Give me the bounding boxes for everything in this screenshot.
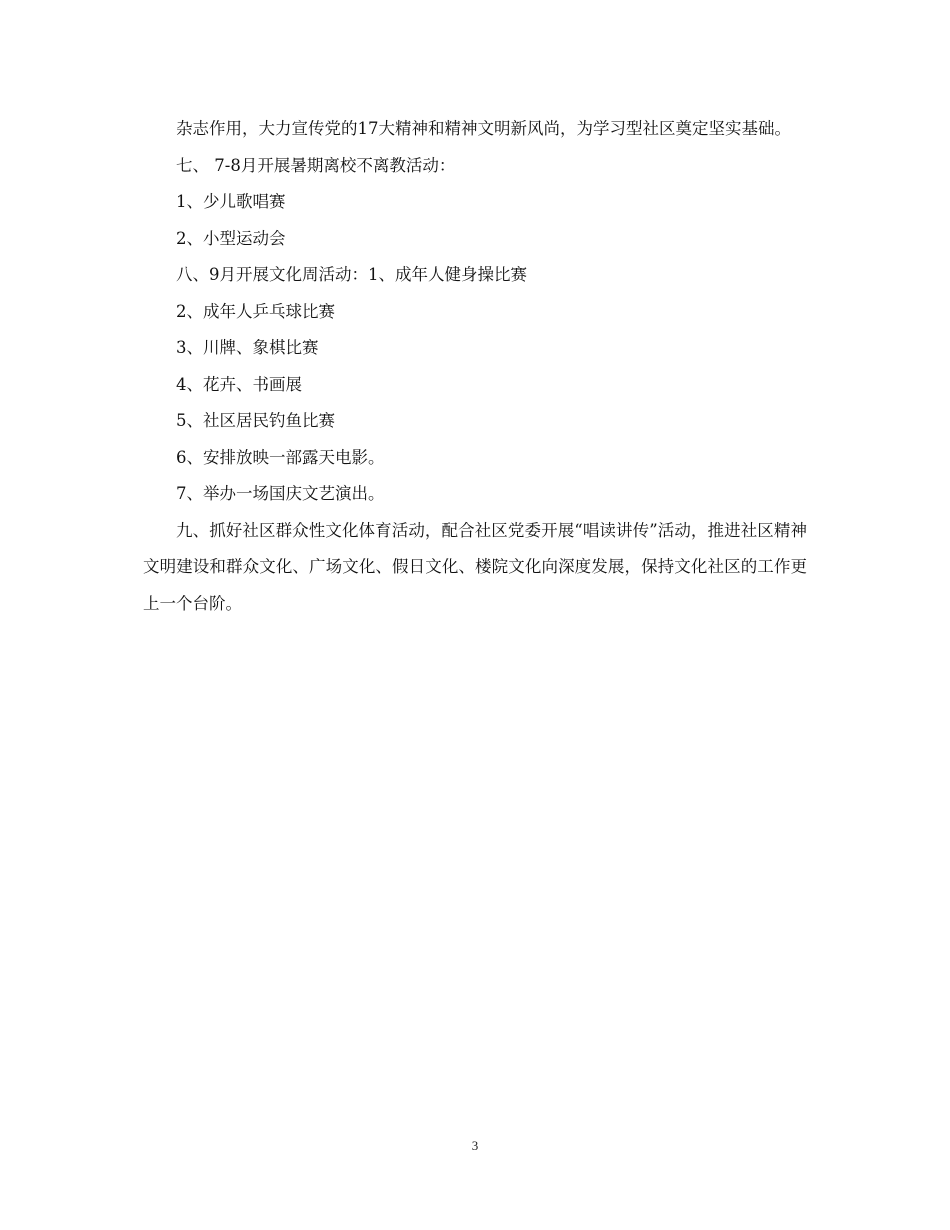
page-number: 3 xyxy=(471,1138,479,1153)
list-item: 6、安排放映一部露天电影。 xyxy=(176,447,385,467)
section-heading-eight: 八、9月开展文化周活动：1、成年人健身操比赛 xyxy=(176,265,527,284)
section-heading-seven: 七、 7-8月开展暑期离校不离教活动： xyxy=(176,155,456,175)
document-body xyxy=(143,111,807,622)
list-item: 3、川牌、象棋比赛 xyxy=(176,338,319,357)
list-item: 7、举办一场国庆文艺演出。 xyxy=(176,484,385,503)
section-heading-nine: 九、抓好社区群众性文化体育活动，配合社区党委开展“唱读讲传”活动，推进社区精神文明建设和群众文化、广场文化、假日文化、楼院文化向深度发展，保持文化社区的工作更上一个台阶。 xyxy=(143,520,807,613)
list-item: 2、成年人乒乓球比赛 xyxy=(176,301,335,321)
list-item: 1、少儿歌唱赛 xyxy=(176,192,286,211)
list-item: 5、社区居民钓鱼比赛 xyxy=(176,411,335,430)
list-item: 4、花卉、书画展 xyxy=(176,374,302,394)
paragraph-continuation: 杂志作用，大力宣传党的17大精神和精神文明新风尚，为学习型社区奠定坚实基础。 xyxy=(176,119,791,138)
list-item: 2、小型运动会 xyxy=(176,228,286,248)
